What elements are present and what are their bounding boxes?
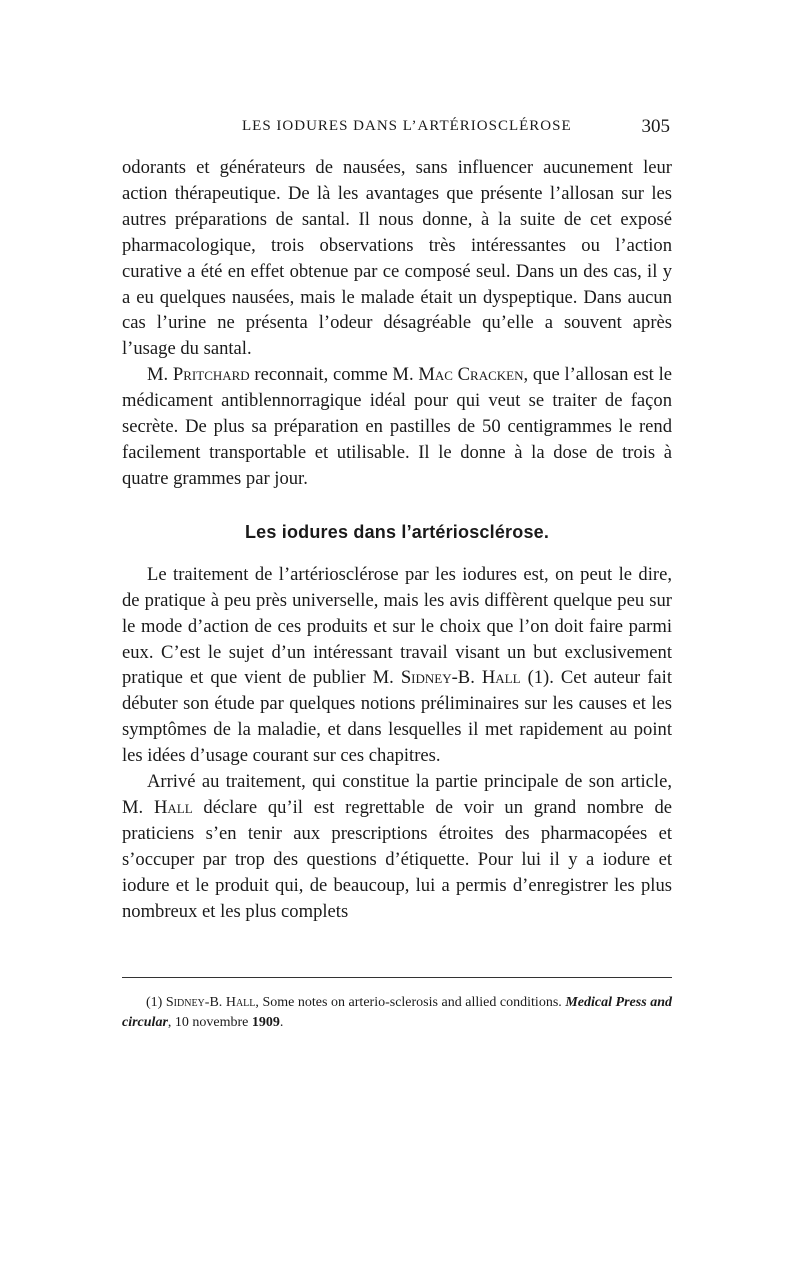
text-fragment: reconnait, comme M. bbox=[249, 364, 419, 386]
paragraph-traitement bbox=[122, 769, 672, 924]
text-fragment: , 10 novembre bbox=[167, 1015, 252, 1030]
text-fragment: . bbox=[279, 1015, 284, 1030]
author-name: Sidney-B. Hall bbox=[400, 667, 521, 689]
paragraph-arteriosclerose bbox=[122, 562, 672, 769]
section-heading: Les iodures dans l’artériosclérose. bbox=[244, 521, 550, 542]
text-fragment: Le traitement de l’artériosclérose par les iodures est, on peut le dire, de pratique à peu près universelle, mais les avis diffèrent quelque peu sur le mode d’action de ces produits et sur le choix que l’on doit faire parmi eux. C’est le sujet d’un intéressant travail visant un but exclusivement pratique et que vient de publier M. bbox=[122, 563, 672, 689]
text-fragment: M. bbox=[147, 364, 173, 386]
footnote-rule bbox=[122, 977, 672, 978]
journal-title: Medical Press and circular bbox=[122, 995, 672, 1030]
author-name: Hall bbox=[153, 796, 193, 818]
text-fragment: (1). Cet auteur fait débuter son étude par quelques notions préliminaires sur les causes et les symptômes de la maladie, et dans lesquelles il met rapidement au point les idées d’usage courant sur ces chapitres. bbox=[122, 667, 672, 767]
author-name: Mac Cracken bbox=[418, 364, 524, 386]
footnote bbox=[122, 993, 672, 1033]
page-number: 305 bbox=[641, 116, 670, 137]
paragraph-santal: odorants et générateurs de nausées, sans influencer aucunement leur action thérapeutique. De là les avantages que présente l’allosan sur les autres préparations de santal. Il nous donne, à la suite de cet exposé pharmacologique, trois observations très intéressantes ou l’action curative a été en effet obtenue par ce composé seul. Dans un des cas, il y a eu quelques nausées, mais le malade était un dyspeptique. Dans aucun cas l’urine ne présenta l’odeur désagréable qu’elle a souvent après l’usage du santal. bbox=[122, 157, 672, 360]
running-head bbox=[122, 118, 670, 140]
text-fragment: , Some notes on arterio-sclerosis and allied conditions. bbox=[255, 995, 566, 1010]
footnote-marker: (1) bbox=[146, 995, 166, 1010]
author-name: Pritchard bbox=[172, 364, 250, 386]
footnote-text bbox=[122, 993, 672, 1033]
running-title: LES IODURES DANS L’ARTÉRIOSCLÉROSE bbox=[242, 118, 572, 134]
paragraph-pritchard bbox=[122, 362, 672, 492]
footnote-year: 1909 bbox=[251, 1015, 280, 1030]
text-fragment: Arrivé au traitement, qui constitue la partie principale de son article, M. bbox=[122, 771, 672, 818]
footnote-author: Sidney-B. Hall bbox=[165, 995, 256, 1010]
main-text bbox=[122, 155, 672, 924]
text-fragment: déclare qu’il est regrettable de voir un grand nombre de praticiens s’en tenir aux prescriptions étroites des pharmacopées et s’occuper par trop des questions d’étiquette. Pour lui il y a iodure et iodure et le produit qui, de beaucoup, lui a permis d’enregistrer les plus nombreux et les plus complets bbox=[122, 796, 672, 922]
text-fragment: , que l’allosan est le médicament antiblennorragique idéal pour qui veut se traiter de façon secrète. De plus sa préparation en pastilles de 50 centigrammes le rend facilement transportable et utilisable. Il le donne à la dose de trois à quatre grammes par jour. bbox=[122, 364, 672, 489]
